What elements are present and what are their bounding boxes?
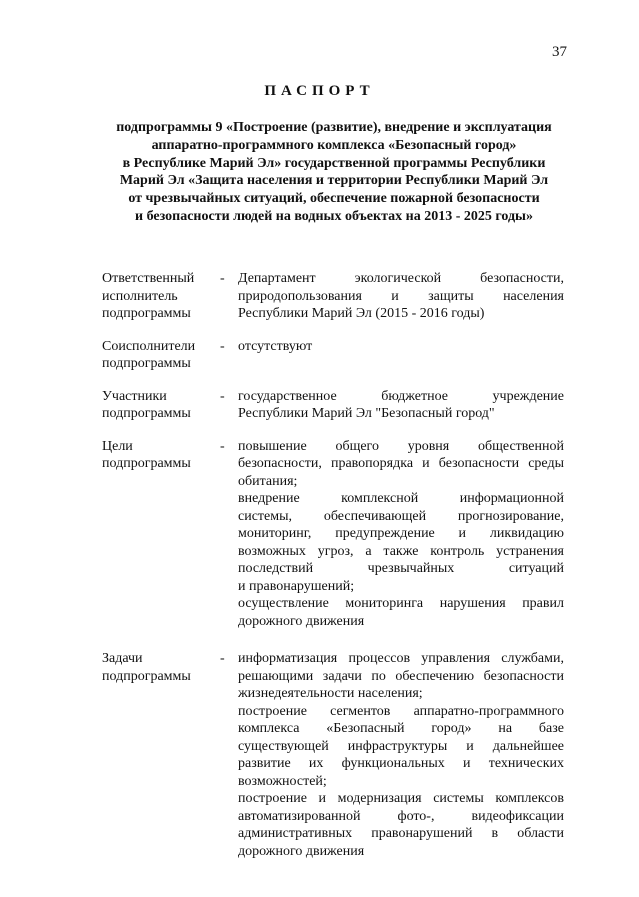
value-line: возможностей;	[238, 773, 327, 789]
row-label	[102, 338, 220, 373]
value-line: Республики Марий Эл (2015 - 2016 годы)	[238, 306, 485, 321]
passport-row-tasks	[102, 650, 582, 860]
row-label	[102, 270, 220, 323]
passport-row-coexecutors	[102, 338, 582, 373]
row-value	[238, 338, 564, 356]
value-line: внедрение комплексной информационной	[238, 491, 564, 506]
value-line: системы, обеспечивающей прогнозирование,	[238, 508, 564, 524]
row-label	[102, 438, 220, 473]
row-dash: -	[220, 438, 225, 454]
value-line: существующей инфраструктуры и дальнейшее	[238, 738, 564, 754]
label-line: исполнитель	[102, 288, 178, 304]
row-dash: -	[220, 388, 225, 404]
value-line: Департамент экологической безопасности,	[238, 271, 564, 286]
passport-row-goals	[102, 438, 582, 631]
label-line: подпрограммы	[102, 456, 191, 471]
row-dash: -	[220, 651, 225, 666]
value-line: развитие их функциональных и технических	[238, 756, 564, 771]
value-line: комплекса «Безопасный город» на базе	[238, 721, 564, 736]
row-label	[102, 650, 220, 685]
value-line: и правонарушений;	[238, 578, 355, 594]
label-line: Цели	[102, 438, 133, 454]
subtitle	[86, 119, 582, 226]
value-line: обитания;	[238, 473, 298, 489]
row-value	[238, 438, 564, 631]
value-line: отсутствуют	[238, 338, 313, 354]
value-line: построение и модернизация системы комплексов	[238, 791, 564, 806]
label-line: подпрограммы	[102, 668, 191, 684]
label-line: Соисполнители	[102, 338, 196, 354]
value-line: осуществление мониторинга нарушения правил	[238, 596, 564, 611]
document-title: ПАСПОРТ	[264, 83, 375, 99]
value-line: построение сегментов аппаратно-программного	[238, 703, 564, 719]
value-line: возможных угроз, а также контроль устранения	[238, 543, 564, 559]
subtitle-line: подпрограммы 9 «Построение (развитие), внедрение и эксплуатация	[116, 120, 552, 135]
passport-table	[102, 270, 582, 860]
value-line: дорожного движения	[238, 843, 365, 859]
value-line: дорожного движения	[238, 613, 365, 629]
value-line: решающими задачи по обеспечению безопасности	[238, 668, 564, 684]
value-line: повышение общего уровня общественной	[238, 438, 564, 454]
row-value	[238, 270, 564, 323]
value-line: информатизация процессов управления службами,	[238, 651, 564, 666]
value-line: Республики Марий Эл "Безопасный город"	[238, 406, 495, 421]
row-dash: -	[220, 271, 225, 286]
row-value	[238, 650, 564, 860]
value-line: административных правонарушений в области	[238, 826, 564, 841]
subtitle-line: в Республике Марий Эл» государственной программы Республики	[122, 155, 546, 171]
subtitle-line: от чрезвычайных ситуаций, обеспечение пожарной безопасности	[128, 191, 540, 207]
value-line: природопользования и защиты населения	[238, 288, 564, 304]
value-line: жизнедеятельности населения;	[238, 686, 423, 701]
value-line: безопасности, правопорядка и безопасности среды	[238, 456, 564, 471]
subtitle-line: и безопасности людей на водных объектах на 2013 - 2025 годы»	[135, 208, 533, 224]
row-value	[238, 388, 564, 423]
row-label	[102, 388, 220, 423]
value-line: государственное бюджетное учреждение	[238, 388, 564, 404]
label-line: подпрограммы	[102, 306, 191, 321]
subtitle-line: аппаратно-программного комплекса «Безопасный город»	[151, 137, 517, 153]
label-line: Участники	[102, 388, 167, 404]
value-line: последствий чрезвычайных ситуаций	[238, 561, 564, 576]
passport-row-responsible	[102, 270, 582, 323]
value-line: мониторинг, предупреждение и ликвидацию	[238, 526, 564, 541]
label-line: подпрограммы	[102, 356, 191, 371]
label-line: подпрограммы	[102, 406, 191, 421]
value-line: автоматизированной фото-, видеофиксации	[238, 808, 564, 824]
label-line: Задачи	[102, 651, 143, 666]
subtitle-line: Марий Эл «Защита населения и территории Республики Марий Эл	[119, 173, 549, 189]
passport-row-participants	[102, 388, 582, 423]
label-line: Ответственный	[102, 271, 195, 286]
page-number: 37	[552, 44, 567, 60]
row-dash: -	[220, 338, 225, 354]
